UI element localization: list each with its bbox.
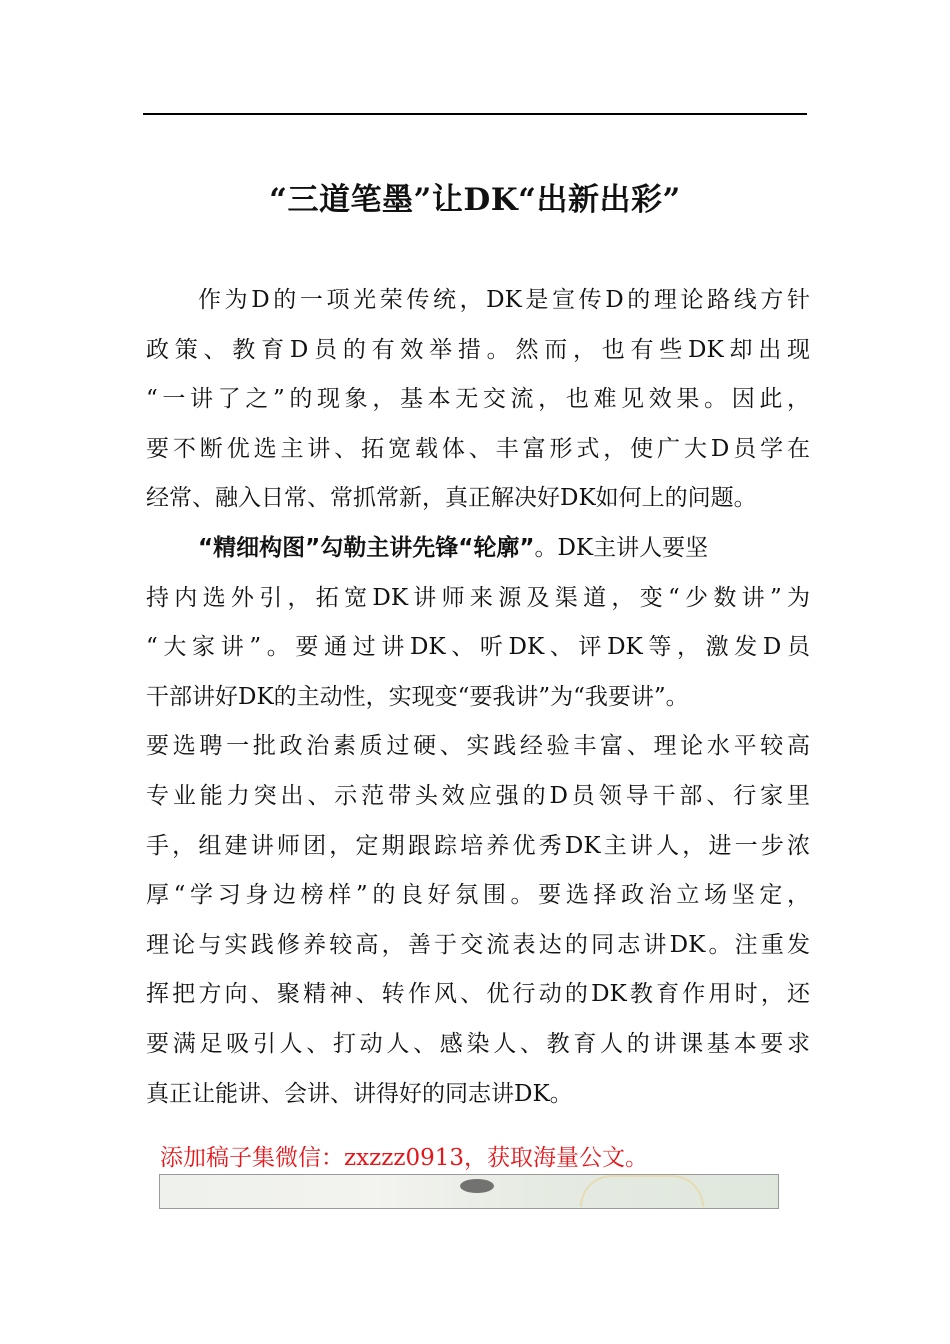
paragraph-2-line-12: 真正让能讲、会讲、讲得好的同志讲DK。 [146,1080,573,1107]
paragraph-2-line-7: 手，组建讲师团，定期跟踪培养优秀DK主讲人，进一步浓 [146,832,810,859]
paragraph-2-line-1 [146,524,810,574]
paragraph-1-line-4: 要不断优选主讲、拓宽载体、丰富形式，使广大D员学在 [146,435,810,462]
section-heading: “精细构图”勾勒主讲先锋“轮廓” [198,534,535,561]
paragraph-1-line-5: 经常、融入日常、常抓常新，真正解决好DK如何上的问题。 [146,485,757,512]
paragraph-2-line-4: 干部讲好DK的主动性，实现变“要我讲”为“我要讲”。 [146,683,689,710]
paragraph-2-line-5: 要选聘一批政治素质过硬、实践经验丰富、理论水平较高 [146,733,810,760]
paragraph-2-line-1-rest: 。DK主讲人要坚 [534,534,709,561]
strip-decorative-curve [580,1175,704,1207]
paragraph-2-line-6: 专业能力突出、示范带头效应强的D员领导干部、行家里 [146,782,810,809]
paragraph-1-line-3: “一讲了之”的现象，基本无交流，也难见效果。因此， [146,386,810,413]
decorative-image-strip [159,1174,779,1209]
promo-text: 添加稿子集微信：zxzzz0913，获取海量公文。 [160,1145,648,1171]
header-rule [143,113,807,115]
strip-ink-blot [460,1179,494,1193]
paragraph-2-line-3: “大家讲”。要通过讲DK、听DK、评DK等，激发D员 [146,634,810,661]
paragraph-1-line-2: 政策、教育D员的有效举措。然而，也有些DK却出现 [146,336,810,363]
paragraph-2-line-9: 理论与实践修养较高，善于交流表达的同志讲DK。注重发 [146,931,810,958]
document-body [146,276,810,1119]
paragraph-1-line-1: 作为D的一项光荣传统，DK是宣传D的理论路线方针 [198,287,810,313]
paragraph-2-line-11: 要满足吸引人、打动人、感染人、教育人的讲课基本要求 [146,1030,810,1057]
paragraph-2-line-8: 厚“学习身边榜样”的良好氛围。要选择政治立场坚定， [146,882,810,909]
document-title: “三道笔墨”让DK“出新出彩” [269,182,681,218]
paragraph-2-line-2: 持内选外引，拓宽DK讲师来源及渠道，变“少数讲”为 [146,584,810,611]
paragraph-2-line-10: 挥把方向、聚精神、转作风、优行动的DK教育作用时，还 [146,981,810,1008]
